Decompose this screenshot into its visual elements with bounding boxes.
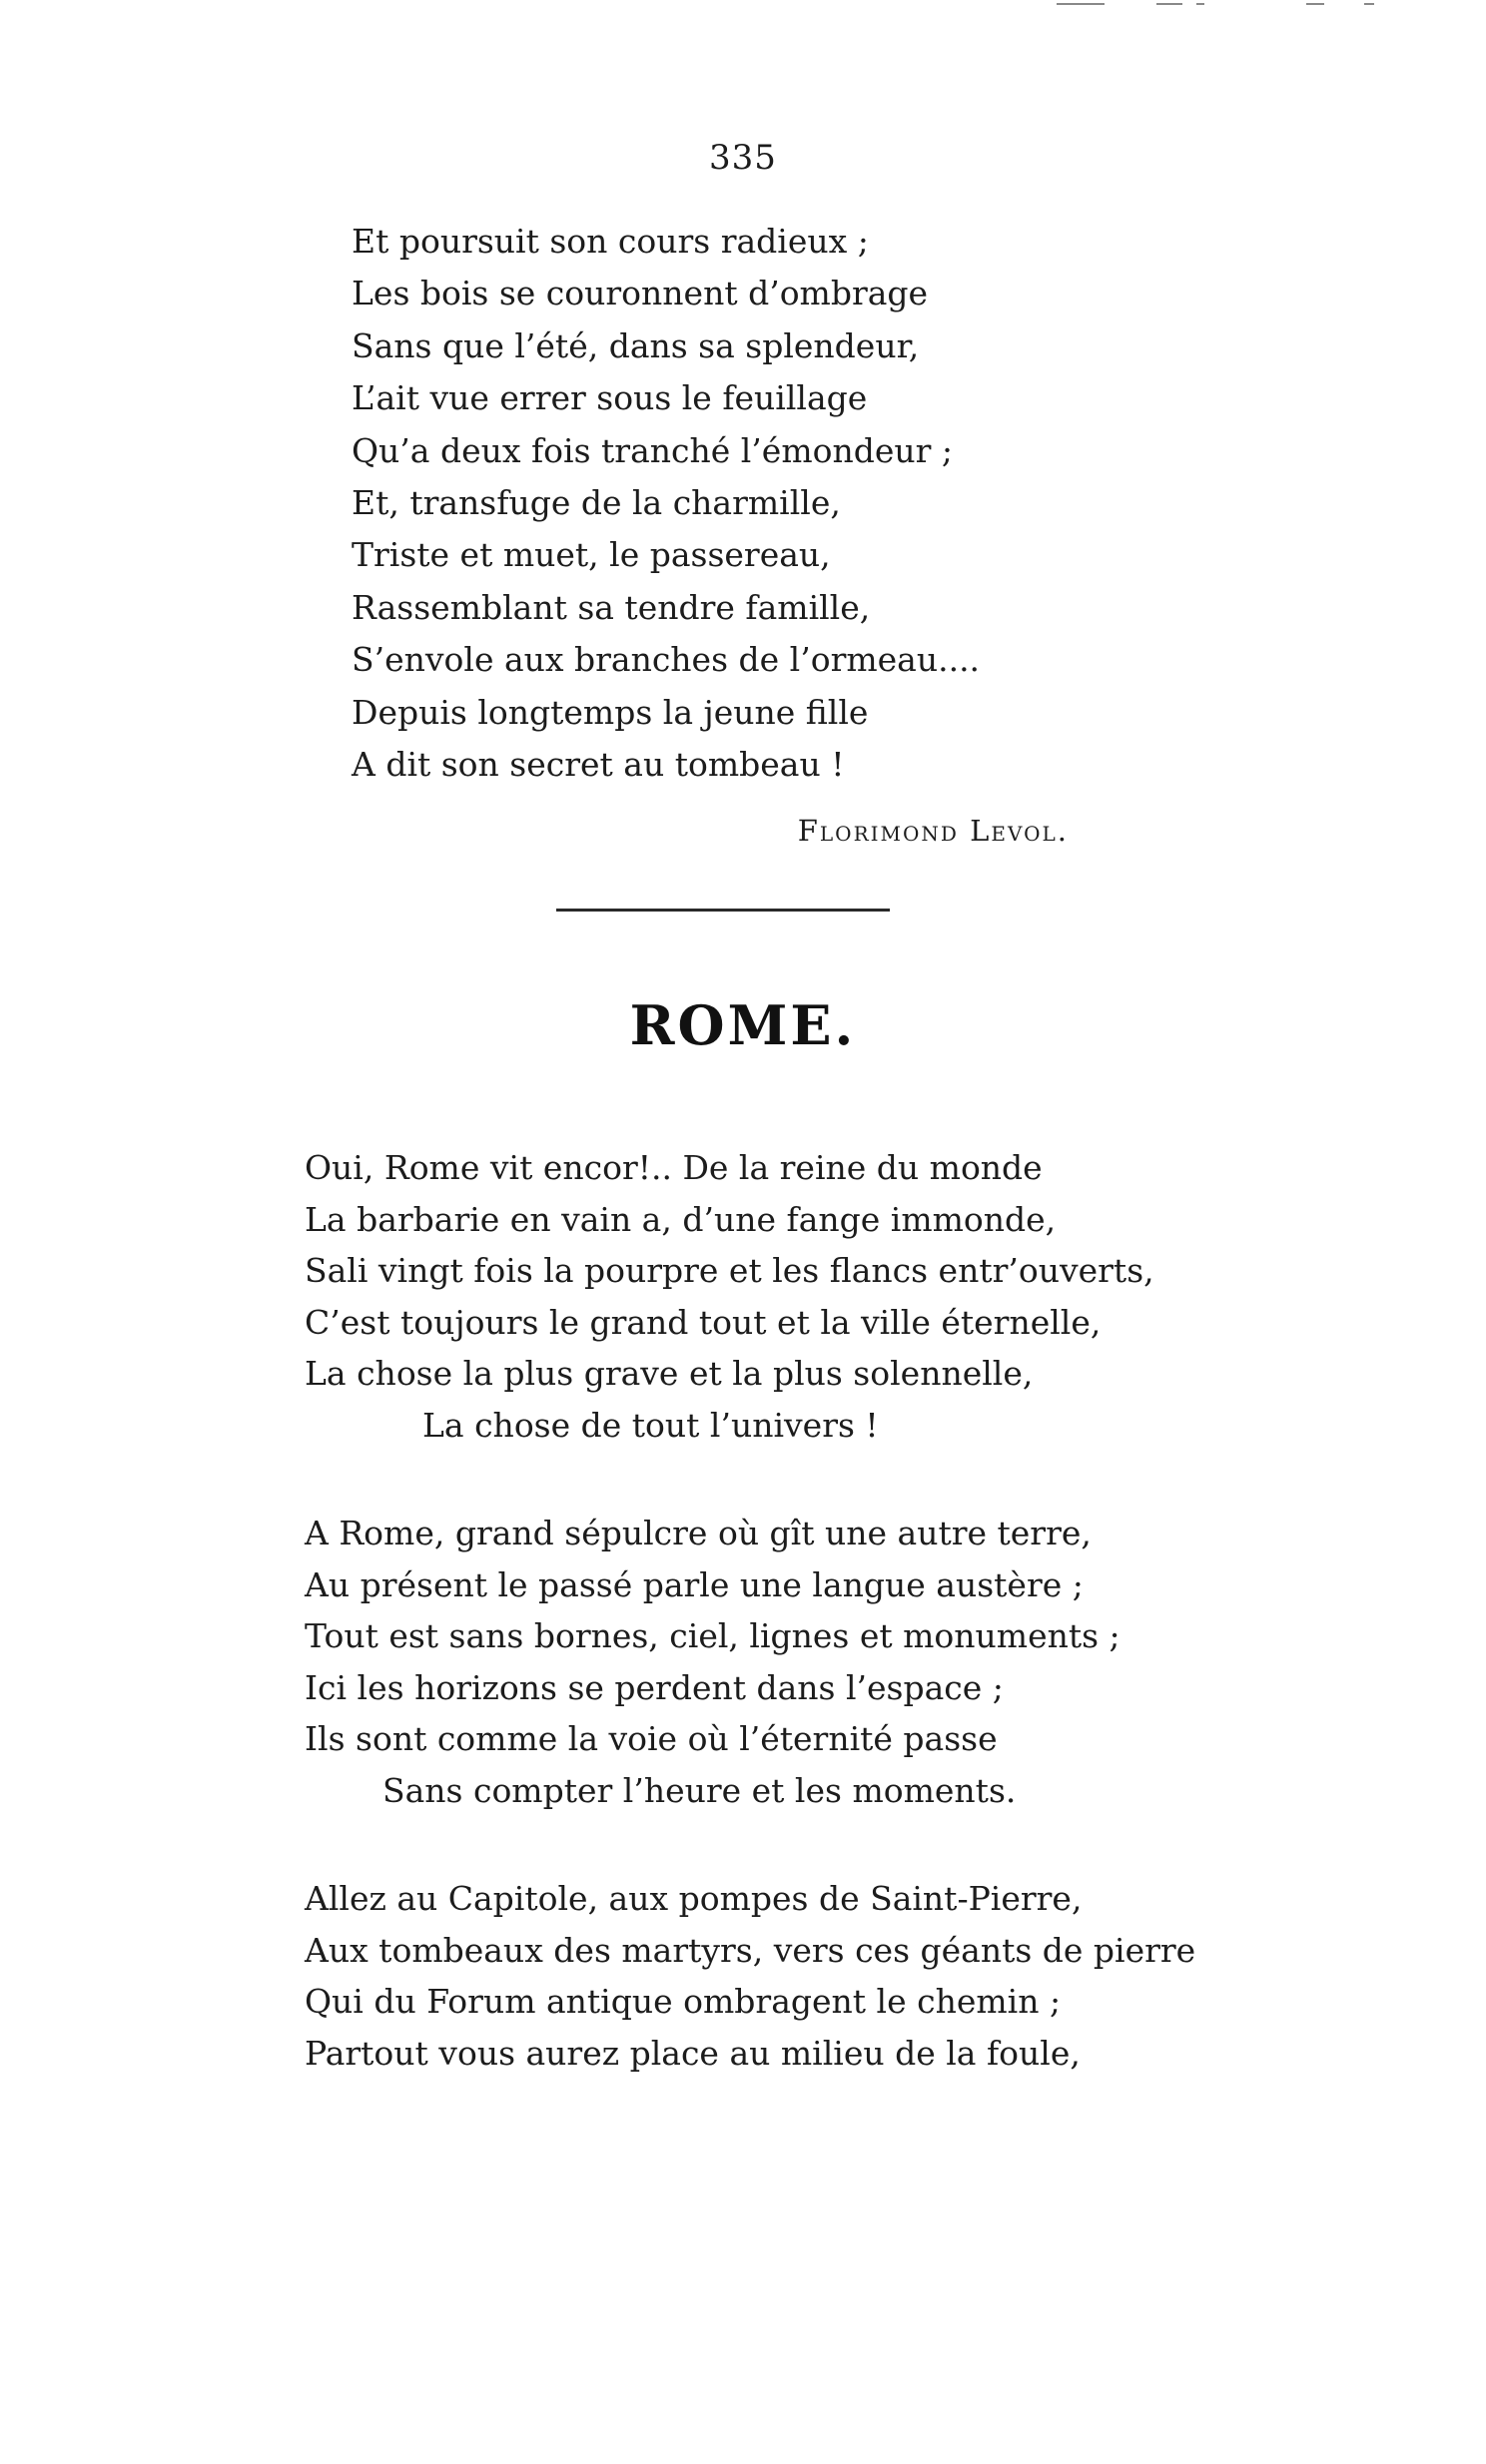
verse-line: L’ait vue errer sous le feuillage xyxy=(352,378,868,418)
verse-line: S’envole aux branches de l’ormeau.... xyxy=(352,640,981,680)
verse-line: Les bois se couronnent d’ombrage xyxy=(352,274,929,313)
verse-line: C’est toujours le grand tout et la ville éternelle, xyxy=(305,1302,1102,1342)
verse-line: Qui du Forum antique ombragent le chemin ; xyxy=(305,1982,1062,2021)
top-edge-marks xyxy=(1057,0,1376,10)
verse-line: Triste et muet, le passereau, xyxy=(352,535,831,575)
rome-stanza-1 xyxy=(305,1142,1154,1451)
verse-line: Au présent le passé parle une langue austère ; xyxy=(305,1564,1084,1604)
verse-line: A dit son secret au tombeau ! xyxy=(352,745,845,785)
rome-stanza-3 xyxy=(305,1873,1195,2079)
verse-line: Allez au Capitole, aux pompes de Saint-Pierre, xyxy=(305,1879,1083,1918)
verse-line: Sali vingt fois la pourpre et les flancs entr’ouverts, xyxy=(305,1251,1154,1290)
verse-line: Sans compter l’heure et les moments. xyxy=(382,1770,1017,1810)
verse-line: Tout est sans bornes, ciel, lignes et monuments ; xyxy=(305,1616,1120,1655)
verse-line: Et, transfuge de la charmille, xyxy=(352,483,841,523)
verse-line: Ici les horizons se perdent dans l’espace ; xyxy=(305,1667,1004,1707)
page-number: 335 xyxy=(709,138,777,178)
verse-line: Depuis longtemps la jeune fille xyxy=(352,692,869,732)
verse-line: Et poursuit son cours radieux ; xyxy=(352,222,869,261)
verse-line: Ils sont comme la voie où l’éternité passe xyxy=(305,1719,998,1758)
verse-line: La barbarie en vain a, d’une fange immonde, xyxy=(305,1199,1057,1239)
verse-line: Aux tombeaux des martyrs, vers ces géants de pierre xyxy=(305,1930,1196,1970)
author-signature: Florimond Levol. xyxy=(797,814,1069,848)
verse-line: A Rome, grand sépulcre où gît une autre terre, xyxy=(305,1514,1092,1552)
section-divider xyxy=(556,909,890,912)
verse-line: Oui, Rome vit encor!.. De la reine du monde xyxy=(305,1148,1043,1187)
verse-line: Qu’a deux fois tranché l’émondeur ; xyxy=(352,430,954,470)
verse-line: Partout vous aurez place au milieu de la foule, xyxy=(305,2033,1081,2073)
verse-line: La chose de tout l’univers ! xyxy=(422,1405,879,1445)
poem-title: ROME. xyxy=(629,993,857,1057)
verse-line: Rassemblant sa tendre famille, xyxy=(352,587,871,627)
rome-stanza-2 xyxy=(305,1508,1120,1816)
verse-line: Sans que l’été, dans sa splendeur, xyxy=(352,325,920,365)
verse-line: La chose la plus grave et la plus solennelle, xyxy=(305,1354,1034,1393)
previous-poem-ending xyxy=(352,216,980,791)
